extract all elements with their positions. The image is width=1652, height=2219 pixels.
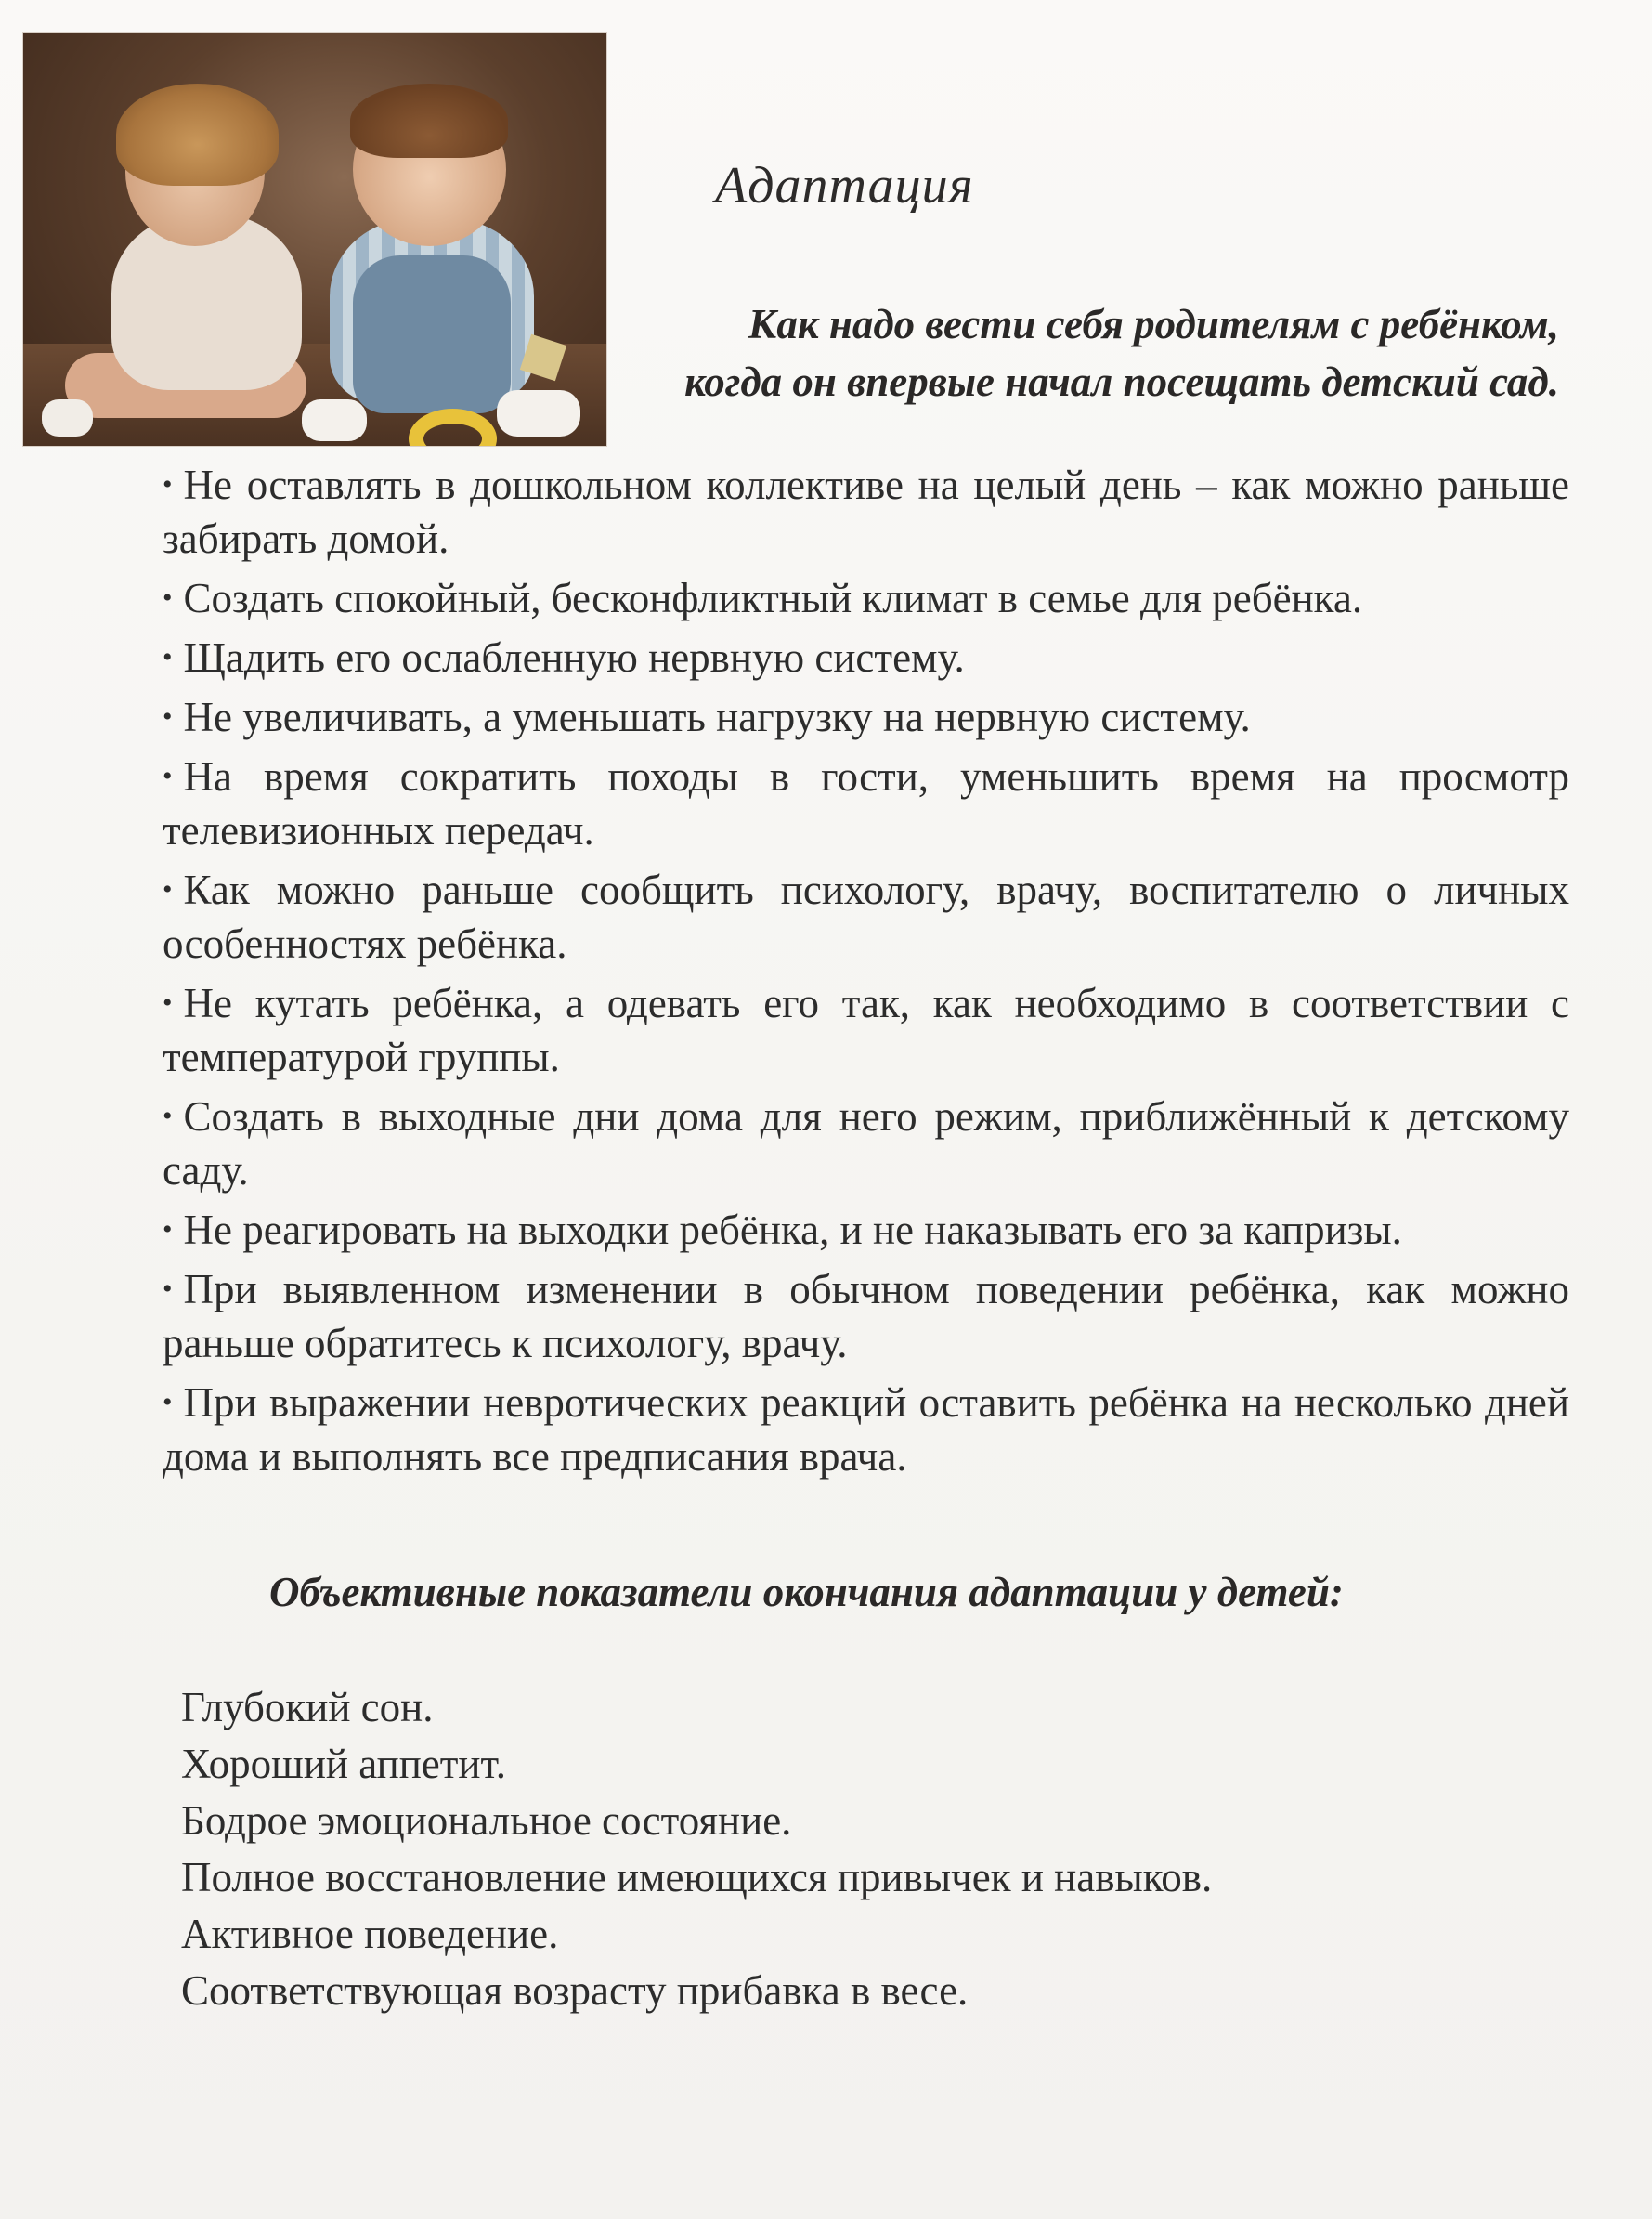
indicator-item: Соответствующая возрасту прибавка в весе. [181, 1967, 969, 2014]
photo-child-left-hair [116, 84, 279, 186]
bullet: • [163, 1214, 173, 1245]
list-item-text: Не кутать ребёнка, а одевать его так, как необходимо в соответствии с температурой группы. [163, 980, 1569, 1080]
bullet: • [163, 874, 173, 905]
indicator-item: Бодрое эмоциональное состояние. [181, 1797, 792, 1844]
list-item [163, 863, 1569, 971]
indicator-item: Активное поведение. [181, 1911, 559, 1957]
list-item-text: Не оставлять в дошкольном коллективе на целый день – как можно раньше забирать домой. [163, 462, 1569, 562]
bullet: • [163, 701, 173, 732]
bullet: • [163, 761, 173, 791]
list-item-text: Создать спокойный, бесконфликтный климат в семье для ребёнка. [183, 575, 1363, 621]
indicator-item: Полное восстановление имеющихся привычек и навыков. [181, 1854, 1213, 1900]
indicators-list [181, 1679, 1212, 2019]
list-item-text: При выявленном изменении в обычном поведении ребёнка, как можно раньше обратитесь к психологу, врачу. [163, 1266, 1569, 1366]
photo-sock [497, 390, 580, 437]
list-item-text: Как можно раньше сообщить психологу, врачу, воспитателю о личных особенностях ребёнка. [163, 867, 1569, 967]
photo-child-right-hair [350, 84, 508, 158]
list-item-text: Не реагировать на выходки ребёнка, и не наказывать его за капризы. [183, 1207, 1402, 1253]
list-item [163, 1203, 1569, 1257]
list-item [163, 1376, 1569, 1483]
bullet: • [163, 1273, 173, 1304]
bullet: • [163, 582, 173, 613]
list-item [163, 631, 1569, 685]
list-item [163, 750, 1569, 857]
list-item-text: При выражении невротических реакций оставить ребёнка на несколько дней дома и выполнять все предписания врача. [163, 1379, 1569, 1480]
indicator-item: Хороший аппетит. [181, 1741, 507, 1787]
list-item-text: Щадить его ослабленную нервную систему. [183, 634, 965, 681]
recommendations-list [163, 458, 1569, 1489]
bullet: • [163, 642, 173, 672]
bullet: • [163, 1387, 173, 1417]
bullet: • [163, 469, 173, 500]
subtitle-line: когда он впервые начал посещать детский сад. [684, 359, 1559, 405]
bullet: • [163, 1101, 173, 1131]
list-item [163, 690, 1569, 744]
indicators-title: Объективные показатели окончания адаптации у детей: [269, 1569, 1344, 1615]
page-subtitle [684, 295, 1559, 411]
list-item [163, 571, 1569, 625]
photo-sock [302, 399, 367, 441]
list-item [163, 1262, 1569, 1370]
list-item-text: Не увеличивать, а уменьшать нагрузку на нервную систему. [183, 694, 1251, 740]
list-item [163, 458, 1569, 566]
subtitle-line: Как надо вести себя родителям с ребёнком, [748, 301, 1559, 347]
indicator-item: Глубокий сон. [181, 1684, 434, 1730]
photo-sock [42, 399, 93, 437]
list-item [163, 1090, 1569, 1197]
bullet: • [163, 987, 173, 1018]
list-item-text: На время сократить походы в гости, уменьшить время на просмотр телевизионных передач. [163, 753, 1569, 854]
list-item-text: Создать в выходные дни дома для него режим, приближённый к детскому саду. [163, 1093, 1569, 1194]
page-title: Адаптация [715, 157, 974, 215]
photo-child-right-overalls [353, 255, 511, 413]
children-photo [23, 33, 606, 446]
list-item [163, 976, 1569, 1084]
